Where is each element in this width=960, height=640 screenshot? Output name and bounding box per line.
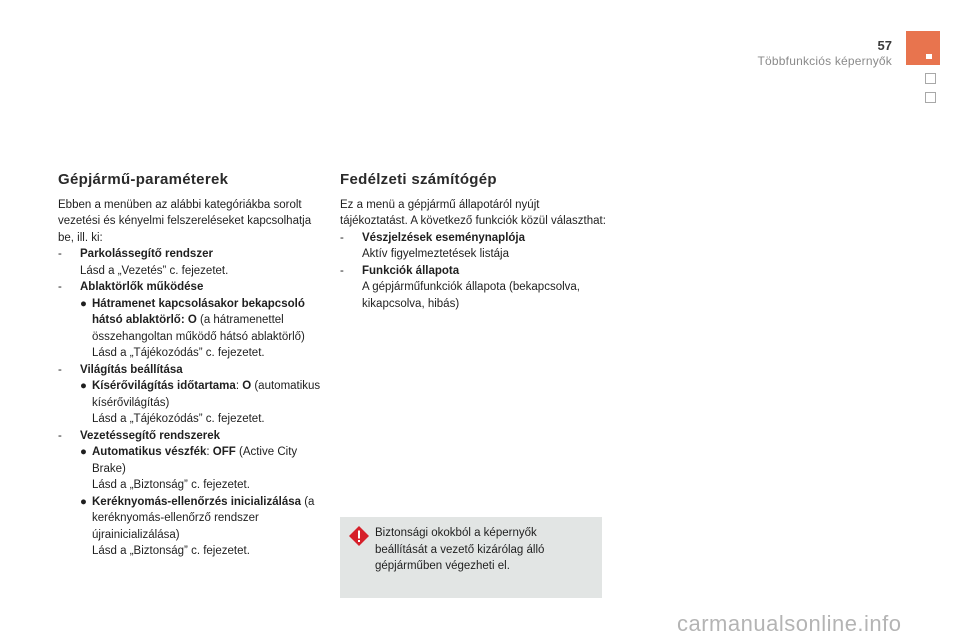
warning-box — [340, 517, 602, 598]
dash-marker: - — [340, 264, 344, 277]
sub-item-normal: (a keréknyomás-ellenőrző rendszer újrainicializálása) — [92, 495, 315, 541]
item-title: Parkolássegítő rendszer — [80, 248, 213, 260]
dash-marker: - — [58, 248, 62, 260]
sub-item-text — [92, 378, 323, 411]
item-title: Vészjelzések eseménynaplója — [362, 231, 526, 244]
item-title: Funkciók állapota — [362, 264, 460, 277]
item-reference: Lásd a „Biztonság” c. fejezetet. — [92, 479, 250, 491]
trip-computer-section — [340, 172, 610, 312]
item-description: A gépjárműfunkciók állapota (bekapcsolva, kikapcsolva, hibás) — [362, 281, 580, 310]
sub-item-value: OFF — [212, 446, 236, 458]
chapter-tab-box — [925, 92, 936, 103]
item-reference: Lásd a „Biztonság” c. fejezetet. — [92, 545, 250, 557]
list-item — [340, 230, 610, 263]
sub-item-bold: Automatikus vészfék — [92, 446, 207, 458]
warning-exclamation-icon — [348, 525, 370, 547]
bullet-icon: ● — [80, 380, 87, 392]
section-intro: Ebben a menüben az alábbi kategóriákba sorolt vezetési és kényelmi felszereléseket kapcsolhatja be, ill. ki: — [58, 198, 312, 244]
list-item — [58, 246, 323, 279]
dash-marker: - — [58, 429, 62, 442]
section-intro: Ez a menü a gépjármű állapotáról nyújt tájékoztatást. A következő funkciók közül választhat: — [340, 198, 606, 227]
item-title: Világítás beállítása — [80, 363, 183, 376]
item-reference: Lásd a „Tájékozódás” c. fejezetet. — [92, 347, 265, 359]
sub-item-normal: (a hátramenettel összehangoltan működő hátsó ablaktörlő) — [92, 314, 305, 343]
chapter-title: Többfunkciós képernyők — [757, 54, 892, 68]
bullet-icon: ● — [80, 297, 87, 310]
watermark-text: carmanualsonline.info — [677, 611, 902, 636]
sub-item — [80, 494, 323, 560]
tab-marker-icon — [926, 54, 932, 59]
sub-item — [80, 444, 323, 494]
list-item — [58, 428, 323, 560]
section-title: Gépjármű-paraméterek — [58, 171, 229, 188]
dash-marker: - — [58, 281, 62, 293]
bullet-icon: ● — [80, 446, 87, 458]
vehicle-parameters-section — [58, 172, 323, 560]
sub-item-colon: : — [235, 380, 243, 392]
chapter-tab-box — [925, 73, 936, 84]
sub-item-bold: Keréknyomás-ellenőrzés inicializálása — [92, 495, 302, 508]
sub-item — [80, 296, 323, 362]
dash-marker: - — [58, 363, 62, 376]
sub-item-colon: : — [206, 446, 213, 458]
sub-item-normal: (automatikus kísérővilágítás) — [92, 380, 321, 409]
section-title: Fedélzeti számítógép — [340, 171, 497, 188]
sub-item-text — [92, 296, 323, 346]
warning-text: Biztonsági okokból a képernyők beállítását a vezető kizárólag álló gépjárműben végezheti el. — [375, 527, 545, 572]
sub-item-value: O — [242, 380, 252, 392]
list-item — [58, 279, 323, 362]
item-reference: Lásd a „Tájékozódás” c. fejezetet. — [92, 413, 265, 425]
bullet-icon: ● — [80, 495, 87, 508]
list-item — [340, 263, 610, 313]
item-title: Vezetéssegítő rendszerek — [80, 429, 220, 442]
sub-item-bold: Hátramenet kapcsolásakor bekapcsoló hátsó ablaktörlő: O — [92, 297, 305, 326]
sub-item-normal: (Active City Brake) — [92, 446, 298, 475]
sub-item — [80, 378, 323, 428]
item-description: Aktív figyelmeztetések listája — [362, 248, 510, 260]
sub-item-text — [92, 494, 323, 544]
list-item — [58, 362, 323, 428]
chapter-tab-active — [906, 31, 940, 65]
sub-item-bold: Kísérővilágítás időtartama — [92, 380, 236, 392]
sub-item-text — [92, 444, 323, 477]
dash-marker: - — [340, 231, 344, 244]
page-number: 57 — [877, 38, 892, 53]
item-title: Ablaktörlők működése — [80, 281, 204, 293]
item-reference: Lásd a „Vezetés” c. fejezetet. — [80, 264, 229, 277]
